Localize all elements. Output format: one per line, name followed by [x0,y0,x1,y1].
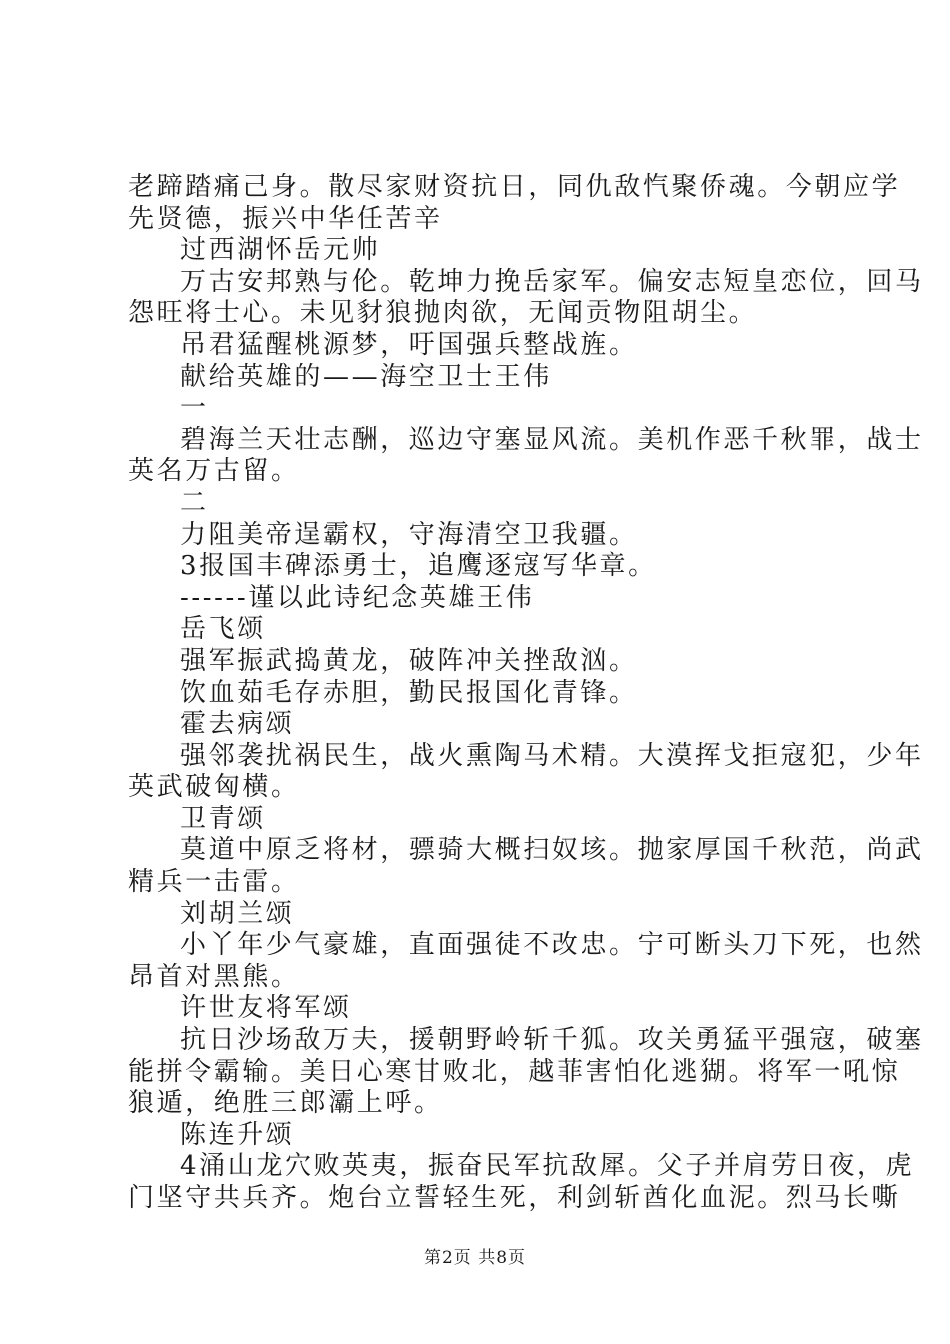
text-line: 莫道中原乏将材，骠骑大概扫奴垓。抛家厚国千秋范，尚武 [180,835,924,866]
text-line: 强军振武捣黄龙，破阵冲关挫敌汹。 [180,645,638,676]
document-body [128,172,924,1215]
text-line: 霍去病颂 [180,709,295,740]
text-line: 3报国丰碑添勇士，追鹰逐寇写华章。 [180,551,657,582]
page-footer: 第2页 共8页 [423,1248,527,1268]
text-line: 昂首对黑熊。 [128,961,300,992]
text-line: 献给英雄的——海空卫士王伟 [180,361,552,392]
text-line: 饮血茹毛存赤胆，勤民报国化青锋。 [180,677,638,708]
text-line: 老蹄踏痛己身。散尽家财资抗日，同仇敌忾聚侨魂。今朝应学 [128,172,901,202]
text-line: 碧海兰天壮志酬，巡边守塞显风流。美机作恶千秋罪，战士 [180,424,924,455]
text-line: 万古安邦熟与伦。乾坤力挽岳家军。偏安志短皇恋位，回马 [180,266,924,297]
text-line: 一 [180,393,209,424]
text-line: 英名万古留。 [128,456,300,487]
text-line: 许世友将军颂 [180,993,352,1024]
text-line: 先贤德，振兴中华任苦辛 [128,203,443,234]
text-line: 力阻美帝逞霸权，守海清空卫我疆。 [180,519,638,550]
text-line: 吊君猛醒桃源梦，吁国强兵整战旌。 [180,329,638,360]
text-line: 岳飞颂 [180,614,266,645]
text-line: 能拼令霸输。美日心寒甘败北，越菲害怕化逃猢。将军一吼惊 [128,1056,901,1087]
text-line: 4涌山龙穴败英夷，振奋民军抗敌犀。父子并肩劳日夜，虎 [180,1151,915,1182]
text-line: 二 [180,487,209,518]
text-line: 小丫年少气豪雄，直面强徒不改忠。宁可断头刀下死，也然 [180,930,924,961]
text-line: 陈连升颂 [180,1119,295,1150]
text-line: ------谨以此诗纪念英雄王伟 [180,582,535,613]
text-line: 门坚守共兵齐。炮台立誓轻生死，利剑斩酋化血泥。烈马长嘶 [128,1183,901,1213]
text-line: 英武破匈横。 [128,772,300,803]
text-line: 狼遁，绝胜三郎灞上呼。 [128,1088,443,1119]
text-line: 卫青颂 [180,803,266,834]
text-line: 过西湖怀岳元帅 [180,235,381,266]
text-line: 精兵一击雷。 [128,867,300,898]
text-line: 强邻袭扰祸民生，战火熏陶马术精。大漠挥戈拒寇犯，少年 [180,740,924,771]
text-line: 怨旺将士心。未见豺狼抛肉欲，无闻贡物阻胡尘。 [128,298,758,329]
text-line: 刘胡兰颂 [180,898,295,929]
text-line: 抗日沙场敌万夫，援朝野岭斩千狐。攻关勇猛平强寇，破塞 [180,1025,924,1056]
